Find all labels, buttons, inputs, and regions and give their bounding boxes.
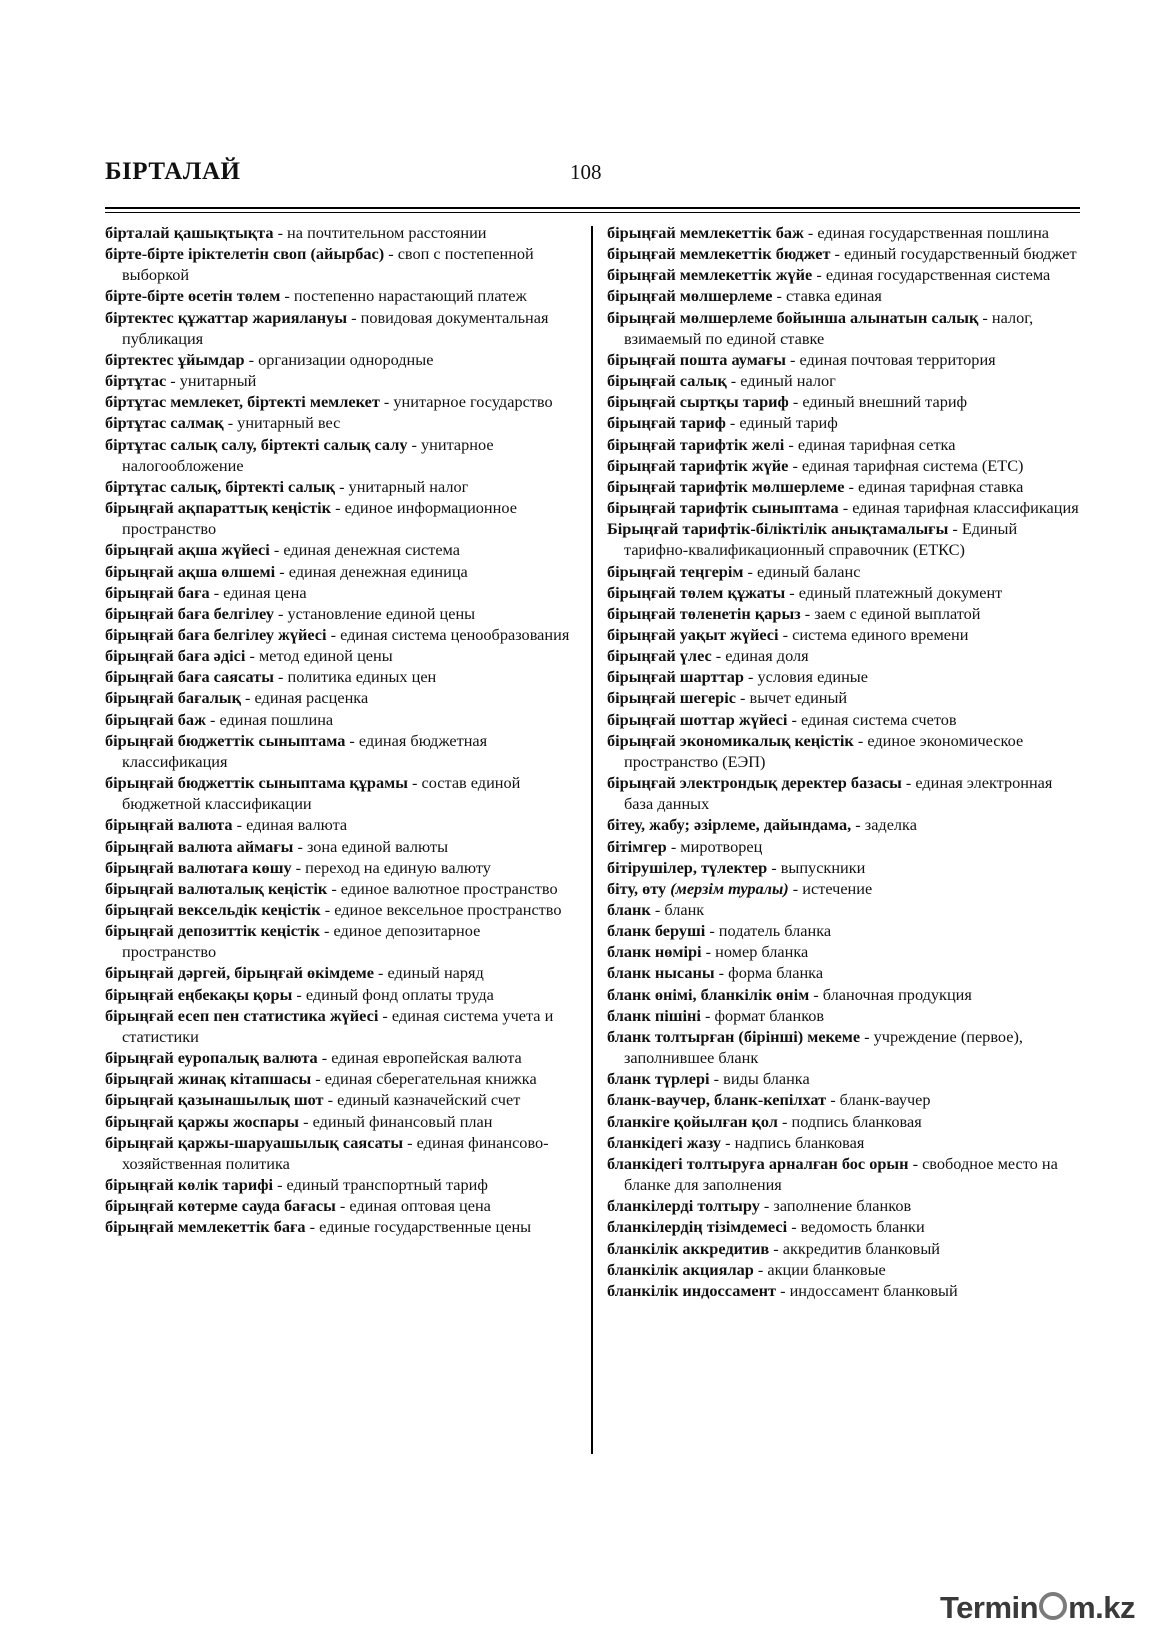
dictionary-entry xyxy=(105,984,577,1005)
dictionary-entry xyxy=(607,285,1082,306)
entry-term: бланкілік акциялар xyxy=(607,1259,754,1279)
entry-term: бланкідегі толтыруға арналған бос орын xyxy=(607,1153,909,1173)
dictionary-entry xyxy=(607,899,1082,920)
dictionary-entry xyxy=(607,857,1082,878)
entry-translation: - состав единой бюджетной классификации xyxy=(122,773,521,814)
dictionary-entry xyxy=(607,920,1082,941)
entry-translation: - единая пошлина xyxy=(205,709,334,729)
entry-term: бірыңғай тарифтік сыныптама xyxy=(607,498,839,518)
dictionary-entry xyxy=(105,582,577,603)
entry-term: бірыңғай мемлекеттік жүйе xyxy=(607,265,813,285)
entry-translation: - акции бланковые xyxy=(753,1259,886,1279)
entry-term: бірыңғай көтерме сауда бағасы xyxy=(105,1196,336,1216)
entry-term: бірыңғай шегеріс xyxy=(607,688,736,708)
entry-term: бірыңғай қаржы-шаруашылық саясаты xyxy=(105,1132,404,1152)
entry-translation: - единая расценка xyxy=(240,688,369,708)
entry-term: бітірушілер, түлектер xyxy=(607,857,768,877)
dictionary-entry xyxy=(607,1111,1082,1132)
entry-term: бірыңғай салық xyxy=(607,371,727,391)
entry-term: бірыңғай көлік тарифі xyxy=(105,1175,273,1195)
dictionary-entry xyxy=(607,666,1082,687)
dictionary-entry xyxy=(607,836,1082,857)
entry-term: бірыңғай тарифтік желі xyxy=(607,434,785,454)
entry-translation: - унитарное налогообложение xyxy=(122,434,494,475)
dictionary-entry xyxy=(607,1238,1082,1259)
entry-term: бланк нөмірі xyxy=(607,942,702,962)
dictionary-entry xyxy=(607,582,1082,603)
entry-term: бірыңғай тариф xyxy=(607,413,726,433)
left-column xyxy=(105,222,577,1238)
dictionary-entry xyxy=(607,603,1082,624)
dictionary-entry xyxy=(607,561,1082,582)
entry-term: бланкілердің тізімдемесі xyxy=(607,1217,788,1237)
entry-term: біртұтас салық, біртекті салық xyxy=(105,476,335,496)
dictionary-entry xyxy=(105,307,577,349)
dictionary-entry xyxy=(105,836,577,857)
dictionary-entry xyxy=(607,962,1082,983)
dictionary-entry xyxy=(607,1259,1082,1280)
dictionary-entry xyxy=(105,476,577,497)
entry-term: бірыңғай баға саясаты xyxy=(105,667,274,687)
entry-term: бірыңғай мөлшерлеме xyxy=(607,286,773,306)
dictionary-entry xyxy=(105,412,577,433)
entry-term: бланкіге қойылған қол xyxy=(607,1111,778,1131)
entry-translation: - на почтительном расстоянии xyxy=(273,223,487,242)
entry-translation: - единый платежный документ xyxy=(785,582,1003,602)
entry-translation: - бланк xyxy=(650,900,705,919)
entry-translation: - единая тарифная ставка xyxy=(844,476,1024,496)
entry-translation: - единое депозитарное пространство xyxy=(122,921,481,962)
entry-term: бірыңғай экономикалық кеңістік xyxy=(607,730,854,750)
dictionary-entry xyxy=(105,814,577,835)
entry-translation: - организации однородные xyxy=(244,349,434,369)
dictionary-entry xyxy=(607,518,1082,560)
header-rule-thick xyxy=(105,207,1080,209)
entry-term: бланкілік индоссамент xyxy=(607,1280,777,1300)
entry-term: бірыңғай вексельдік кеңістік xyxy=(105,900,321,919)
dictionary-entry xyxy=(105,1174,577,1195)
entry-translation: - истечение xyxy=(788,878,873,898)
entry-term: бірыңғай тарифтік мөлшерлеме xyxy=(607,476,845,496)
entry-term: бланк өнімі, бланкілік өнім xyxy=(607,984,810,1004)
entry-term: бірыңғай мемлекеттік бюджет xyxy=(607,244,831,264)
dictionary-entry xyxy=(607,243,1082,264)
dictionary-entry xyxy=(105,645,577,666)
entry-term: бірыңғай мемлекеттік баж xyxy=(607,223,804,242)
entry-translation: - единые государственные цены xyxy=(305,1217,532,1237)
entry-term: бірыңғай валюта аймағы xyxy=(105,836,294,856)
entry-term: бланк түрлері xyxy=(607,1069,710,1089)
dictionary-entry xyxy=(607,1216,1082,1237)
entry-translation: - единая система учета и статистики xyxy=(122,1005,554,1046)
dictionary-entry xyxy=(607,1280,1082,1301)
dictionary-entry xyxy=(607,1132,1082,1153)
entry-translation: - надпись бланковая xyxy=(721,1132,865,1152)
entry-term: бірыңғай валюта xyxy=(105,815,233,835)
entry-translation: - заделка xyxy=(851,815,917,835)
entry-term: бірыңғай шарттар xyxy=(607,667,744,687)
entry-term: бірыңғай тарифтік жүйе xyxy=(607,455,789,475)
watermark-text-start: Termin xyxy=(940,1590,1039,1625)
entry-term: бірыңғай төленетін қарыз xyxy=(607,603,801,623)
entry-translation: - бланк-ваучер xyxy=(826,1090,931,1110)
entry-term: бірыңғай валютаға көшу xyxy=(105,857,292,877)
entry-translation: - форма бланка xyxy=(714,963,824,983)
entry-translation: - единый казначейский счет xyxy=(323,1090,521,1110)
entry-term: бірталай қашықтықта xyxy=(105,223,274,242)
running-header-word: БІРТАЛАЙ xyxy=(105,158,241,185)
dictionary-entry xyxy=(607,412,1082,433)
dictionary-entry xyxy=(105,243,577,285)
entry-term: бірыңғай баж xyxy=(105,709,206,729)
dictionary-entry xyxy=(607,497,1082,518)
entry-term: бірыңғай үлес xyxy=(607,646,712,666)
entry-translation: - единый финансовый план xyxy=(299,1111,493,1131)
entry-translation: - единый фонд оплаты труда xyxy=(292,984,494,1004)
entry-translation: - виды бланка xyxy=(709,1069,810,1089)
entry-translation: - единая государственная пошлина xyxy=(803,223,1050,242)
entry-translation: - номер бланка xyxy=(701,942,809,962)
dictionary-entry xyxy=(607,1089,1082,1110)
dictionary-entry xyxy=(607,878,1082,899)
dictionary-entry xyxy=(607,941,1082,962)
dictionary-entry xyxy=(105,222,577,243)
dictionary-entry xyxy=(105,603,577,624)
entry-term: бірыңғай төлем құжаты xyxy=(607,582,786,602)
dictionary-entry xyxy=(607,624,1082,645)
entry-translation: - заполнение бланков xyxy=(759,1196,912,1216)
entry-translation: - единая финансово-хозяйственная политика xyxy=(122,1132,549,1173)
entry-translation: - единый тариф xyxy=(725,413,838,433)
entry-translation: - индоссамент бланковый xyxy=(776,1280,958,1300)
entry-translation: - единая тарифная сетка xyxy=(784,434,956,454)
entry-term: бірыңғай ақша жүйесі xyxy=(105,540,270,560)
entry-translation: - единый транспортный тариф xyxy=(273,1175,488,1195)
entry-term: біртектес құжаттар жариялануы xyxy=(105,307,348,327)
entry-term: бірыңғай бюджеттік сыныптама құрамы xyxy=(105,773,408,793)
entry-translation: - единая цена xyxy=(209,582,307,602)
dictionary-entry xyxy=(607,1068,1082,1089)
dictionary-entry xyxy=(105,561,577,582)
dictionary-entry xyxy=(607,1026,1082,1068)
dictionary-entry xyxy=(105,1089,577,1110)
entry-term: бірыңғай валюталық кеңістік xyxy=(105,878,328,898)
entry-translation: - единое экономическое пространство (ЕЭП) xyxy=(624,730,1024,771)
entry-term: бірыңғай қазынашылық шот xyxy=(105,1090,324,1110)
dictionary-entry xyxy=(607,391,1082,412)
entry-translation: - единая электронная база данных xyxy=(624,773,1053,814)
entry-term: бітімгер xyxy=(607,836,667,856)
entry-term: бірыңғай жинақ кітапшасы xyxy=(105,1069,312,1089)
entry-term: біртұтас мемлекет, біртекті мемлекет xyxy=(105,392,380,412)
entry-translation: - унитарный вес xyxy=(223,413,341,433)
entry-translation: - единая почтовая территория xyxy=(785,349,996,369)
entry-translation: - единый баланс xyxy=(743,561,861,581)
entry-translation: - единая бюджетная классификация xyxy=(122,730,488,771)
entry-translation: - условия единые xyxy=(743,667,868,687)
entry-translation: - единая денежная система xyxy=(269,540,460,560)
dictionary-entry xyxy=(105,624,577,645)
entry-term: бірыңғай баға белгілеу xyxy=(105,603,274,623)
entry-translation: - ведомость бланки xyxy=(787,1217,925,1237)
dictionary-entry xyxy=(105,772,577,814)
entry-term: біртұтас салмақ xyxy=(105,413,224,433)
entry-translation: - Единый тарифно-квалификационный справочник (ЕТКС) xyxy=(624,519,1018,560)
dictionary-entry xyxy=(607,1195,1082,1216)
entry-term: бірыңғай депозиттік кеңістік xyxy=(105,921,320,941)
entry-translation: - бланочная продукция xyxy=(809,984,972,1004)
dictionary-entry xyxy=(607,307,1082,349)
watermark-o-icon xyxy=(1039,1592,1067,1620)
dictionary-entry xyxy=(607,349,1082,370)
dictionary-entry xyxy=(105,878,577,899)
dictionary-entry xyxy=(607,730,1082,772)
entry-translation: - унитарный налог xyxy=(335,476,469,496)
entry-term: бірыңғай теңгерім xyxy=(607,561,744,581)
entry-translation: - унитарное государство xyxy=(379,392,553,412)
entry-term: біртектес ұйымдар xyxy=(105,349,245,369)
entry-term: бірыңғай бюджеттік сыныптама xyxy=(105,730,346,750)
entry-term: бланкілік аккредитив xyxy=(607,1238,770,1258)
entry-term: бітеу, жабу; әзірлеме, дайындама, xyxy=(607,815,852,835)
entry-translation: - единая система счетов xyxy=(787,709,957,729)
entry-translation: - единый государственный бюджет xyxy=(830,244,1077,264)
dictionary-entry xyxy=(105,1132,577,1174)
entry-translation: - единая европейская валюта xyxy=(317,1048,522,1068)
entry-term: біртұтас xyxy=(105,371,167,391)
entry-term: бланкідегі жазу xyxy=(607,1132,722,1152)
entry-translation: - подпись бланковая xyxy=(777,1111,922,1131)
dictionary-entry xyxy=(105,857,577,878)
entry-translation: - вычет единый xyxy=(735,688,848,708)
dictionary-entry xyxy=(607,814,1082,835)
dictionary-entry xyxy=(607,434,1082,455)
dictionary-entry xyxy=(105,920,577,962)
entry-translation: - податель бланка xyxy=(705,921,832,941)
entry-translation: - единая тарифная классификация xyxy=(838,498,1079,518)
entry-translation: - установление единой цены xyxy=(273,603,476,623)
entry-translation: - аккредитив бланковый xyxy=(769,1238,941,1258)
entry-term: бірте-бірте өсетін төлем xyxy=(105,286,281,306)
entry-translation: - повидовая документальная публикация xyxy=(122,307,549,348)
watermark-text-end: m.kz xyxy=(1068,1590,1135,1625)
dictionary-entry xyxy=(607,709,1082,730)
entry-term: бірыңғай дәргей, бірыңғай өкімдеме xyxy=(105,963,374,983)
header-rule-thin xyxy=(105,212,1080,213)
entry-translation: - единая денежная единица xyxy=(275,561,468,581)
dictionary-entry xyxy=(607,984,1082,1005)
entry-translation: - унитарный xyxy=(166,371,257,391)
dictionary-entry xyxy=(105,1111,577,1132)
entry-translation: - единая валюта xyxy=(232,815,348,835)
dictionary-entry xyxy=(607,1005,1082,1026)
entry-term: бірте-бірте іріктелетін своп (айырбас) xyxy=(105,244,385,264)
dictionary-entry xyxy=(105,434,577,476)
dictionary-entry xyxy=(105,709,577,730)
entry-translation: - миротворец xyxy=(666,836,763,856)
dictionary-entry xyxy=(105,391,577,412)
entry-translation: - единый наряд xyxy=(373,963,484,983)
entry-translation: - постепенно нарастающий платеж xyxy=(280,286,527,306)
entry-translation: - единая оптовая цена xyxy=(335,1196,491,1216)
dictionary-entry xyxy=(105,497,577,539)
entry-term: бланк беруші xyxy=(607,921,706,941)
entry-translation: - единый налог xyxy=(726,371,836,391)
entry-term: бланк пішіні xyxy=(607,1005,701,1025)
entry-term: бірыңғай ақша өлшемі xyxy=(105,561,276,581)
entry-term: бірыңғай еңбекақы қоры xyxy=(105,984,293,1004)
dictionary-entry xyxy=(105,1047,577,1068)
entry-translation: - выпускники xyxy=(767,857,866,877)
entry-translation: - формат бланков xyxy=(700,1005,825,1025)
entry-term: бірыңғай бағалық xyxy=(105,688,241,708)
entry-translation: - единое валютное пространство xyxy=(327,878,558,898)
entry-term: бланк xyxy=(607,900,651,919)
entry-term: бланк-ваучер, бланк-кепілхат xyxy=(607,1090,827,1110)
entry-translation: - заем с единой выплатой xyxy=(800,603,981,623)
dictionary-entry xyxy=(105,899,577,920)
dictionary-entry xyxy=(607,476,1082,497)
entry-term: бірыңғай уақыт жүйесі xyxy=(607,624,779,644)
entry-translation: - политика единых цен xyxy=(273,667,437,687)
dictionary-entry xyxy=(105,349,577,370)
entry-translation: - единая сберегательная книжка xyxy=(311,1069,537,1089)
dictionary-entry xyxy=(105,285,577,306)
entry-term: біртұтас салық салу, біртекті салық салу xyxy=(105,434,408,454)
terminkom-watermark xyxy=(940,1590,1135,1626)
dictionary-entry xyxy=(607,687,1082,708)
entry-term: бірыңғай электрондық деректер базасы xyxy=(607,773,902,793)
entry-term: бірыңғай баға белгілеу жүйесі xyxy=(105,624,327,644)
dictionary-entry xyxy=(607,222,1082,243)
entry-translation: - переход на единую валюту xyxy=(291,857,491,877)
entry-translation: - учреждение (первое), заполнившее бланк xyxy=(624,1026,1023,1068)
entry-translation: - зона единой валюты xyxy=(293,836,449,856)
dictionary-entry xyxy=(105,539,577,560)
entry-term: бірыңғай пошта аумағы xyxy=(607,349,786,369)
entry-term: бірыңғай баға әдісі xyxy=(105,646,246,666)
entry-translation: - ставка единая xyxy=(772,286,882,306)
entry-translation: - единая система ценообразования xyxy=(326,624,570,644)
entry-translation: - метод единой цены xyxy=(245,646,393,666)
entry-translation: - единый внешний тариф xyxy=(788,392,968,412)
entry-translation: - единая государственная система xyxy=(812,265,1051,285)
entry-term: бланк толтырған (бірінші) мекеме xyxy=(607,1026,861,1046)
dictionary-entry xyxy=(607,455,1082,476)
entry-term: біту, өту xyxy=(607,878,667,898)
dictionary-entry xyxy=(105,1216,577,1237)
entry-translation: - система единого времени xyxy=(778,624,969,644)
entry-translation: - свободное место на бланке для заполнения xyxy=(624,1153,1058,1195)
right-column xyxy=(607,222,1082,1301)
entry-term: бірыңғай мемлекеттік баға xyxy=(105,1217,306,1237)
dictionary-entry xyxy=(105,687,577,708)
entry-usage-note: (мерзім туралы) xyxy=(666,878,789,898)
dictionary-entry xyxy=(105,666,577,687)
dictionary-entry xyxy=(105,730,577,772)
dictionary-entry xyxy=(105,1195,577,1216)
entry-term: бірыңғай сыртқы тариф xyxy=(607,392,789,412)
entry-translation: - единая тарифная система (ЕТС) xyxy=(788,455,1024,475)
entry-translation: - своп с постепенной выборкой xyxy=(122,244,534,285)
entry-translation: - единая доля xyxy=(711,646,809,666)
entry-term: бланкілерді толтыру xyxy=(607,1196,760,1216)
column-divider xyxy=(591,226,593,1454)
entry-term: Бірыңғай тарифтік-біліктілік анықтамалығы xyxy=(607,519,949,539)
dictionary-entry xyxy=(607,772,1082,814)
entry-term: бірыңғай мөлшерлеме бойынша алынатын салық xyxy=(607,307,979,327)
entry-term: бланк нысаны xyxy=(607,963,715,983)
entry-term: бірыңғай баға xyxy=(105,582,210,602)
entry-term: бірыңғай шоттар жүйесі xyxy=(607,709,788,729)
entry-term: бірыңғай есеп пен статистика жүйесі xyxy=(105,1005,379,1025)
dictionary-entry xyxy=(607,264,1082,285)
entry-translation: - налог, взимаемый по единой ставке xyxy=(624,307,1034,348)
dictionary-entry xyxy=(607,370,1082,391)
dictionary-entry xyxy=(105,962,577,983)
entry-term: бірыңғай еуропалық валюта xyxy=(105,1048,318,1068)
dictionary-entry xyxy=(105,370,577,391)
page-number: 108 xyxy=(570,160,602,184)
dictionary-entry xyxy=(607,645,1082,666)
dictionary-entry xyxy=(105,1068,577,1089)
entry-term: бірыңғай ақпараттық кеңістік xyxy=(105,498,332,518)
entry-translation: - единое информационное пространство xyxy=(122,498,517,539)
entry-translation: - единое вексельное пространство xyxy=(320,900,562,919)
dictionary-entry xyxy=(607,1153,1082,1195)
entry-term: бірыңғай қаржы жоспары xyxy=(105,1111,300,1131)
dictionary-entry xyxy=(105,1005,577,1047)
